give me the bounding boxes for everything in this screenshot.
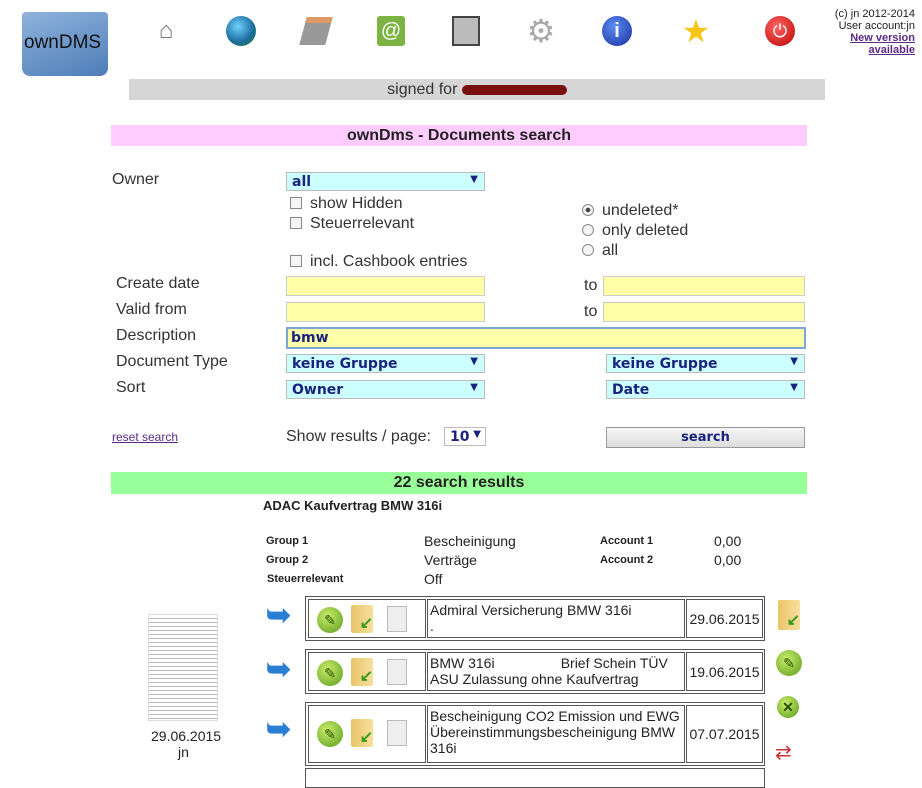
document-preview-icon[interactable] — [387, 606, 407, 632]
nav-email[interactable] — [374, 14, 408, 48]
edit-icon[interactable]: ✎ — [317, 660, 343, 686]
per-page-select[interactable] — [444, 427, 486, 446]
row-line1: Bescheinigung CO2 Emission und EWG Übereinstimmungsbescheinigung BMW 316i — [430, 708, 680, 756]
nav-scanner[interactable] — [299, 14, 333, 48]
account1-value: 0,00 — [714, 533, 742, 549]
search-title: ownDms - Documents search — [111, 125, 807, 146]
owner-select[interactable] — [286, 172, 485, 191]
open-folder-icon[interactable]: ↙ — [778, 600, 800, 630]
row-date: 07.07.2015 — [686, 705, 763, 763]
cashbook-label: incl. Cashbook entries — [310, 253, 468, 270]
nav-logout[interactable] — [763, 14, 797, 48]
radio-undeleted[interactable] — [582, 204, 594, 216]
logo[interactable] — [22, 12, 108, 76]
doc-type-select-2[interactable] — [606, 354, 805, 373]
steuerrelevant-label: Steuerrelevant — [310, 215, 415, 232]
steuerrelevant-checkbox[interactable] — [290, 217, 302, 229]
document-preview-icon[interactable] — [387, 659, 407, 685]
open-folder-icon[interactable]: ↙ — [351, 658, 373, 686]
show-hidden-checkbox[interactable] — [290, 197, 302, 209]
account1-label: Account 1 — [600, 535, 654, 547]
nav-home[interactable] — [149, 14, 183, 48]
account2-label: Account 2 — [600, 554, 654, 566]
owner-value: all — [292, 174, 312, 190]
description-label: Description — [116, 327, 197, 344]
search-button[interactable]: search — [606, 427, 805, 448]
power-icon: ⏻ — [765, 16, 795, 46]
row-description[interactable] — [427, 599, 685, 638]
sort-select-1[interactable] — [286, 380, 485, 399]
related-row — [305, 702, 765, 766]
create-date-to-label: to — [584, 277, 598, 294]
radio-undeleted-label: undeleted* — [602, 202, 679, 219]
radio-all[interactable] — [582, 244, 594, 256]
info-icon: i — [602, 16, 632, 46]
radio-only-deleted[interactable] — [582, 224, 594, 236]
chevron-down-icon: ▼ — [473, 429, 481, 440]
globe-icon — [226, 16, 256, 46]
link-arrow-icon[interactable]: ➥ — [266, 713, 292, 746]
account2-value: 0,00 — [714, 552, 742, 568]
related-row — [305, 768, 765, 788]
delete-icon[interactable]: ✕ — [777, 696, 799, 718]
document-title[interactable]: ADAC Kaufvertrag BMW 316i — [263, 498, 443, 513]
row-line2: ASU Zulassung ohne Kaufvertrag — [430, 671, 639, 687]
doc-type-1-value: keine Gruppe — [292, 356, 398, 372]
valid-to-input[interactable] — [603, 302, 805, 322]
chevron-down-icon: ▼ — [790, 382, 798, 393]
user-account: User account:jn — [838, 20, 915, 32]
open-folder-icon[interactable]: ↙ — [351, 719, 373, 747]
related-row — [305, 596, 765, 641]
doc-type-select-1[interactable] — [286, 354, 485, 373]
edit-icon[interactable]: ✎ — [317, 607, 343, 633]
document-date: 29.06.2015 — [151, 728, 222, 744]
row-actions — [308, 652, 426, 691]
edit-icon[interactable]: ✎ — [776, 650, 802, 676]
nav-settings[interactable] — [524, 14, 558, 48]
doc-type-2-value: keine Gruppe — [612, 356, 718, 372]
document-preview-icon[interactable] — [387, 720, 407, 746]
group1-label: Group 1 — [266, 535, 309, 547]
sort-2-value: Date — [612, 382, 650, 398]
redacted-name — [462, 85, 567, 95]
radio-all-label: all — [602, 242, 619, 259]
scanner-icon — [299, 17, 333, 45]
valid-to-label: to — [584, 303, 598, 320]
group2-label: Group 2 — [266, 554, 309, 566]
row-description[interactable] — [427, 705, 685, 763]
steuerrelevant-doc-label: Steuerrelevant — [267, 573, 344, 585]
star-icon: ★ — [681, 13, 711, 49]
show-hidden-label: show Hidden — [310, 195, 403, 212]
nav-globe[interactable] — [224, 14, 258, 48]
nav-favorites[interactable] — [679, 14, 713, 48]
copyright: (c) jn 2012-2014 — [834, 8, 915, 20]
group1-value: Bescheinigung — [424, 533, 516, 549]
chevron-down-icon: ▼ — [790, 356, 798, 367]
row-line1: Admiral Versicherung BMW 316i — [430, 602, 632, 618]
cashbook-checkbox[interactable] — [290, 255, 302, 267]
per-page-value: 10 — [450, 429, 470, 445]
cash-register-icon — [452, 16, 480, 46]
home-icon: ⌂ — [158, 17, 174, 44]
owner-label: Owner — [112, 171, 160, 188]
header-info — [835, 8, 915, 56]
transfer-icon[interactable]: ⇄ — [775, 742, 792, 764]
valid-from-input[interactable] — [286, 302, 485, 322]
edit-icon[interactable]: ✎ — [317, 721, 343, 747]
row-actions — [308, 705, 426, 763]
signed-bar — [129, 79, 825, 100]
steuerrelevant-doc-value: Off — [424, 571, 443, 587]
related-row — [305, 649, 765, 694]
nav-info[interactable] — [600, 14, 634, 48]
radio-only-deleted-label: only deleted — [602, 222, 689, 239]
document-thumbnail[interactable] — [148, 614, 218, 721]
row-date: 29.06.2015 — [686, 599, 763, 638]
create-date-to-input[interactable] — [603, 276, 805, 296]
chevron-down-icon: ▼ — [470, 356, 478, 367]
create-date-from-input[interactable] — [286, 276, 485, 296]
link-arrow-icon[interactable]: ➥ — [266, 653, 292, 686]
nav-cashbook[interactable] — [449, 14, 483, 48]
reset-search-link[interactable]: reset search — [112, 430, 179, 444]
description-input[interactable]: bmw — [286, 327, 806, 349]
link-arrow-icon[interactable]: ➥ — [266, 599, 292, 632]
results-count: 22 search results — [111, 472, 807, 494]
document-user: jn — [178, 744, 189, 760]
row-date: 19.06.2015 — [686, 652, 763, 691]
gear-icon: ⚙ — [526, 13, 556, 49]
create-date-label: Create date — [116, 275, 200, 292]
new-version-link[interactable]: New version available — [850, 32, 915, 56]
sort-1-value: Owner — [292, 382, 344, 398]
email-icon: @ — [377, 16, 405, 46]
show-results-label: Show results / page: — [286, 428, 431, 445]
row-actions — [308, 599, 426, 638]
valid-from-label: Valid from — [116, 301, 187, 318]
signed-for-text: signed for — [387, 81, 458, 98]
open-folder-icon[interactable]: ↙ — [351, 605, 373, 633]
group2-value: Verträge — [424, 552, 477, 568]
chevron-down-icon: ▼ — [470, 174, 478, 185]
chevron-down-icon: ▼ — [470, 382, 478, 393]
sort-label: Sort — [116, 379, 146, 396]
row-line2: . — [430, 618, 434, 634]
sort-select-2[interactable] — [606, 380, 805, 399]
doc-type-label: Document Type — [116, 353, 228, 370]
logo-text: ownDMS — [24, 32, 102, 53]
row-line1: BMW 316i Brief Schein TÜV — [430, 655, 668, 671]
row-description[interactable] — [427, 652, 685, 691]
